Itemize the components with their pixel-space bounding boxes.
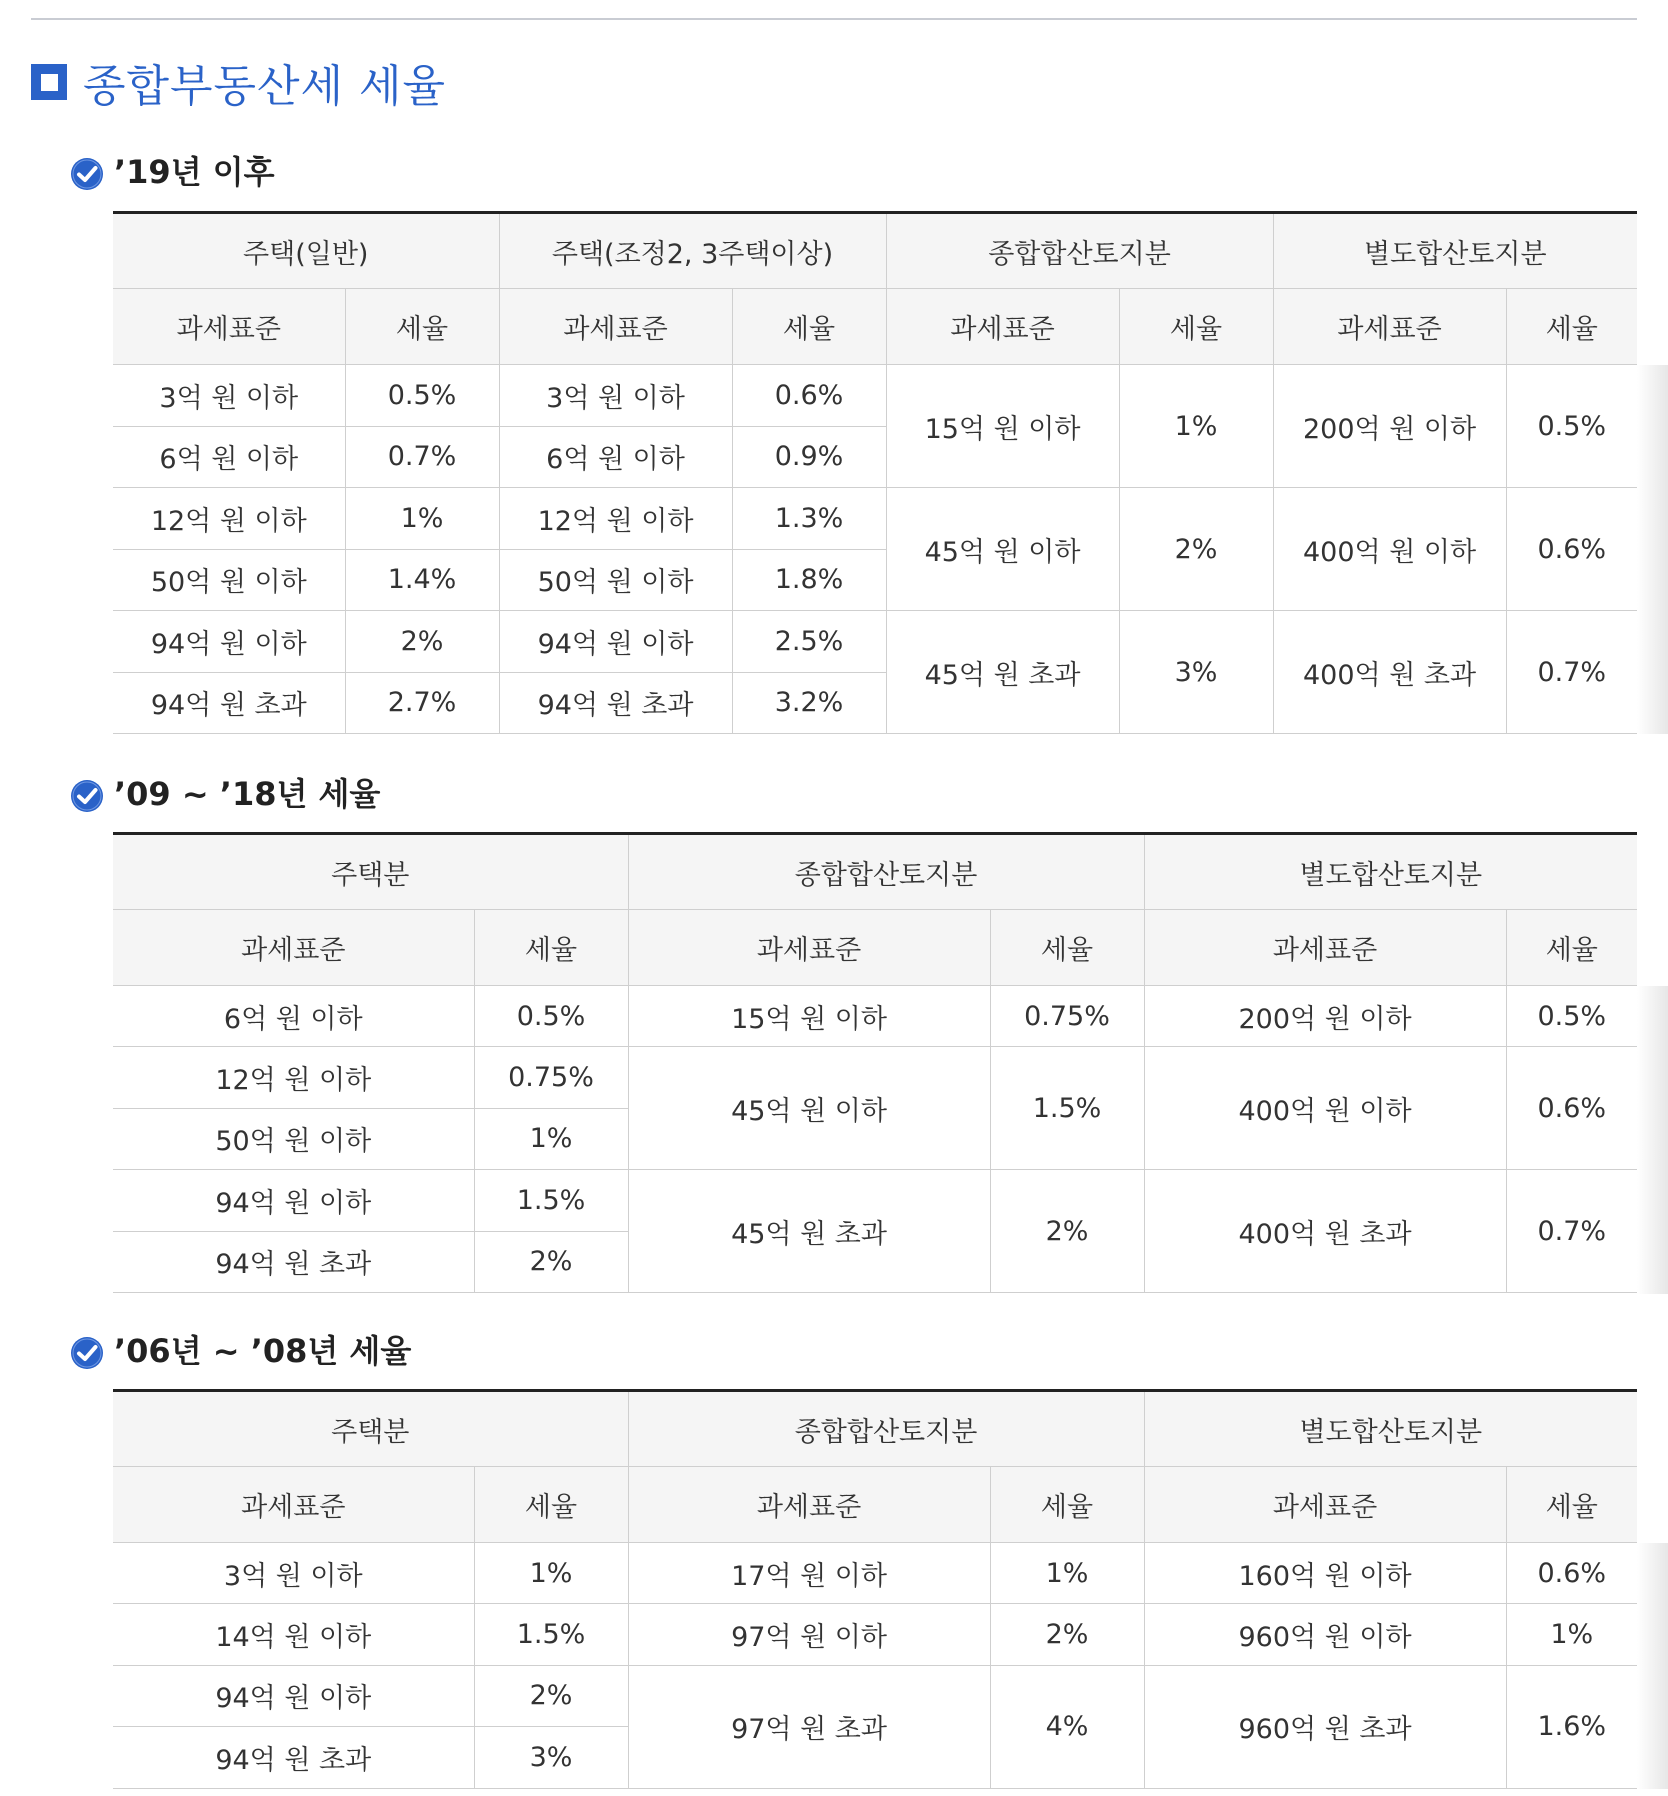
column-header: 세율 xyxy=(474,1467,628,1543)
tax-base-cell: 45억 원 초과 xyxy=(886,611,1119,734)
column-header: 세율 xyxy=(1506,289,1637,365)
table-row xyxy=(113,1170,1637,1231)
tax-rate-cell: 0.5% xyxy=(1506,986,1637,1047)
tax-base-cell: 3억 원 이하 xyxy=(499,365,732,427)
tax-rate-cell: 3.2% xyxy=(732,672,886,734)
tax-rate-cell: 1.8% xyxy=(732,549,886,611)
scroll-fade xyxy=(1637,365,1668,734)
tax-rate-cell: 1% xyxy=(1506,1604,1637,1665)
table-row xyxy=(113,488,1637,550)
section-title-2009-2018 xyxy=(70,770,380,814)
tax-base-cell: 97억 원 이하 xyxy=(628,1604,990,1665)
tax-rate-cell: 0.5% xyxy=(474,986,628,1047)
tax-rate-cell: 3% xyxy=(474,1727,628,1788)
square-bullet-icon xyxy=(31,64,67,100)
tax-rate-cell: 3% xyxy=(1119,611,1273,734)
tax-rate-cell: 0.6% xyxy=(1506,488,1637,611)
tax-rate-cell: 2% xyxy=(345,611,499,673)
table-row xyxy=(113,1665,1637,1726)
tax-base-cell: 12억 원 이하 xyxy=(113,488,345,550)
column-header: 세율 xyxy=(990,1467,1144,1543)
tax-base-cell: 94억 원 이하 xyxy=(113,611,345,673)
tax-base-cell: 960억 원 이하 xyxy=(1144,1604,1506,1665)
tax-base-cell: 3억 원 이하 xyxy=(113,365,345,427)
tax-base-cell: 50억 원 이하 xyxy=(499,549,732,611)
rate-table-2009-2018 xyxy=(113,832,1637,1293)
group-header: 종합합산토지분 xyxy=(628,1391,1144,1467)
tax-base-cell: 400억 원 이하 xyxy=(1273,488,1506,611)
tax-rate-cell: 0.5% xyxy=(1506,365,1637,488)
table-row xyxy=(113,1047,1637,1108)
tax-rate-cell: 4% xyxy=(990,1665,1144,1788)
scroll-fade xyxy=(1637,986,1668,1294)
tax-base-cell: 94억 원 초과 xyxy=(113,1231,474,1292)
column-header: 과세표준 xyxy=(1144,910,1506,986)
section-label: ’19년 이후 xyxy=(114,153,275,191)
sub-header-row xyxy=(113,1467,1637,1543)
tax-rate-cell: 1% xyxy=(1119,365,1273,488)
tax-rate-cell: 0.5% xyxy=(345,365,499,427)
tax-base-cell: 15억 원 이하 xyxy=(628,986,990,1047)
group-header: 별도합산토지분 xyxy=(1144,1391,1637,1467)
column-header: 과세표준 xyxy=(499,289,732,365)
rate-table-2006-2008 xyxy=(113,1389,1637,1789)
tax-rate-cell: 1% xyxy=(474,1108,628,1169)
check-circle-icon xyxy=(70,1336,104,1370)
page-title: 종합부동산세 세율 xyxy=(83,61,447,112)
group-header-row xyxy=(113,1391,1637,1467)
tax-rate-cell: 2% xyxy=(1119,488,1273,611)
tax-base-cell: 50억 원 이하 xyxy=(113,1108,474,1169)
tax-base-cell: 200억 원 이하 xyxy=(1273,365,1506,488)
tax-base-cell: 94억 원 이하 xyxy=(113,1665,474,1726)
tax-base-cell: 160억 원 이하 xyxy=(1144,1543,1506,1604)
column-header: 과세표준 xyxy=(628,1467,990,1543)
column-header: 과세표준 xyxy=(113,1467,474,1543)
column-header: 과세표준 xyxy=(113,910,474,986)
tax-base-cell: 14억 원 이하 xyxy=(113,1604,474,1665)
section-label: ’06년 ~ ’08년 세율 xyxy=(114,1332,412,1370)
check-circle-icon xyxy=(70,157,104,191)
column-header: 세율 xyxy=(1119,289,1273,365)
table-row xyxy=(113,1604,1637,1665)
group-header: 주택분 xyxy=(113,834,628,910)
group-header: 종합합산토지분 xyxy=(886,213,1273,289)
column-header: 과세표준 xyxy=(886,289,1119,365)
table-row xyxy=(113,1543,1637,1604)
page-heading xyxy=(31,52,446,112)
tax-base-cell: 400억 원 초과 xyxy=(1273,611,1506,734)
tax-rate-cell: 0.6% xyxy=(1506,1047,1637,1170)
tax-base-cell: 200억 원 이하 xyxy=(1144,986,1506,1047)
tax-base-cell: 6억 원 이하 xyxy=(499,426,732,488)
tax-base-cell: 94억 원 초과 xyxy=(113,672,345,734)
tax-base-cell: 17억 원 이하 xyxy=(628,1543,990,1604)
tax-rate-cell: 2.7% xyxy=(345,672,499,734)
tax-rate-cell: 0.6% xyxy=(732,365,886,427)
tax-base-cell: 45억 원 이하 xyxy=(886,488,1119,611)
check-circle-icon xyxy=(70,779,104,813)
group-header-row xyxy=(113,834,1637,910)
group-header: 주택(조정2, 3주택이상) xyxy=(499,213,886,289)
top-divider xyxy=(31,18,1637,20)
column-header: 세율 xyxy=(1506,1467,1637,1543)
tax-rate-cell: 2% xyxy=(990,1604,1144,1665)
tax-base-cell: 94억 원 초과 xyxy=(113,1727,474,1788)
column-header: 세율 xyxy=(732,289,886,365)
tax-base-cell: 94억 원 이하 xyxy=(499,611,732,673)
tax-rate-cell: 0.75% xyxy=(474,1047,628,1108)
tax-rate-cell: 0.7% xyxy=(1506,1170,1637,1293)
tax-rate-cell: 2.5% xyxy=(732,611,886,673)
column-header: 과세표준 xyxy=(1144,1467,1506,1543)
group-header-row xyxy=(113,213,1637,289)
tax-rate-cell: 1.3% xyxy=(732,488,886,550)
tax-rate-cell: 0.9% xyxy=(732,426,886,488)
tax-rate-cell: 2% xyxy=(474,1665,628,1726)
tax-base-cell: 6억 원 이하 xyxy=(113,426,345,488)
tax-base-cell: 400억 원 이하 xyxy=(1144,1047,1506,1170)
tax-rate-cell: 1.5% xyxy=(990,1047,1144,1170)
group-header: 별도합산토지분 xyxy=(1144,834,1637,910)
tax-rate-cell: 1% xyxy=(345,488,499,550)
tax-base-cell: 94억 원 이하 xyxy=(113,1170,474,1231)
tax-rate-cell: 1% xyxy=(990,1543,1144,1604)
tax-rate-cell: 2% xyxy=(474,1231,628,1292)
group-header: 주택분 xyxy=(113,1391,628,1467)
tax-rate-cell: 0.7% xyxy=(345,426,499,488)
table-row xyxy=(113,365,1637,427)
tax-base-cell: 3억 원 이하 xyxy=(113,1543,474,1604)
tax-base-cell: 400억 원 초과 xyxy=(1144,1170,1506,1293)
section-title-2006-2008 xyxy=(70,1327,411,1371)
column-header: 과세표준 xyxy=(1273,289,1506,365)
column-header: 세율 xyxy=(990,910,1144,986)
tax-rate-cell: 0.6% xyxy=(1506,1543,1637,1604)
tax-base-cell: 6억 원 이하 xyxy=(113,986,474,1047)
section-title-2019 xyxy=(70,148,275,192)
tax-rate-cell: 1.4% xyxy=(345,549,499,611)
group-header: 주택(일반) xyxy=(113,213,499,289)
tax-base-cell: 960억 원 초과 xyxy=(1144,1665,1506,1788)
tax-rate-cell: 1.5% xyxy=(474,1170,628,1231)
tax-base-cell: 12억 원 이하 xyxy=(113,1047,474,1108)
tax-base-cell: 94억 원 초과 xyxy=(499,672,732,734)
tax-base-cell: 97억 원 초과 xyxy=(628,1665,990,1788)
rate-table-2019 xyxy=(113,211,1637,734)
column-header: 세율 xyxy=(1506,910,1637,986)
scroll-fade xyxy=(1637,1543,1668,1789)
tax-rate-cell: 2% xyxy=(990,1170,1144,1293)
column-header: 과세표준 xyxy=(113,289,345,365)
table-row xyxy=(113,986,1637,1047)
tax-base-cell: 45억 원 초과 xyxy=(628,1170,990,1293)
group-header: 별도합산토지분 xyxy=(1273,213,1637,289)
tax-base-cell: 50억 원 이하 xyxy=(113,549,345,611)
section-label: ’09 ~ ’18년 세율 xyxy=(114,775,381,813)
column-header: 과세표준 xyxy=(628,910,990,986)
tax-rate-cell: 1.5% xyxy=(474,1604,628,1665)
tax-rate-cell: 0.75% xyxy=(990,986,1144,1047)
tax-base-cell: 15억 원 이하 xyxy=(886,365,1119,488)
tax-rate-cell: 0.7% xyxy=(1506,611,1637,734)
tax-rate-cell: 1.6% xyxy=(1506,1665,1637,1788)
column-header: 세율 xyxy=(474,910,628,986)
group-header: 종합합산토지분 xyxy=(628,834,1144,910)
tax-rate-cell: 1% xyxy=(474,1543,628,1604)
sub-header-row xyxy=(113,289,1637,365)
tax-base-cell: 12억 원 이하 xyxy=(499,488,732,550)
sub-header-row xyxy=(113,910,1637,986)
column-header: 세율 xyxy=(345,289,499,365)
table-row xyxy=(113,611,1637,673)
tax-base-cell: 45억 원 이하 xyxy=(628,1047,990,1170)
